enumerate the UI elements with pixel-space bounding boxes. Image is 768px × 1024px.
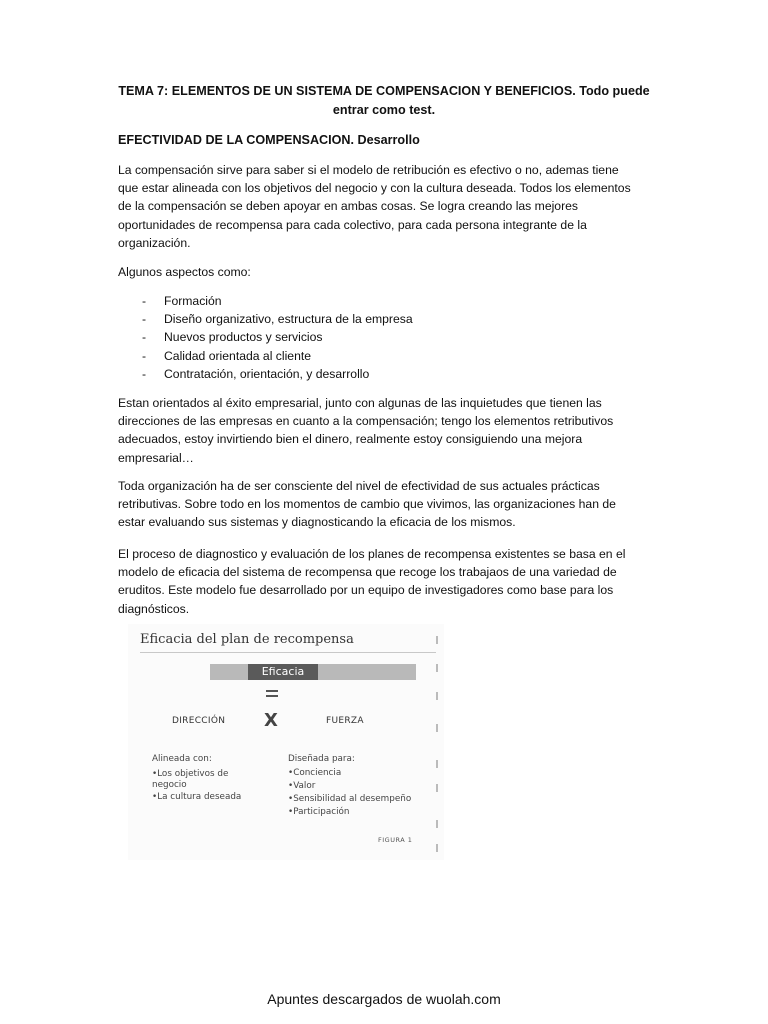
list-dash: -: [142, 294, 147, 308]
list-item: - Contratación, orientación, y desarrollo: [118, 365, 413, 383]
aspects-list: [118, 292, 413, 383]
paragraph-compensation-purpose: La compensación sirve para saber si el modelo de retribución es efectivo o no, ademas tiene que estar alineada con los objetivos del negocio y con la cultura deseada. Todos los elementos de la compensación se deben apoyar en ambas cosas. Se logra creando las mejores oportunidades de recompensa para cada colectivo, para cada persona integrante de la organización.: [118, 163, 631, 250]
figure-caption: FIGURA 1: [378, 836, 413, 844]
list-item: - Diseño organizativo, estructura de la empresa: [118, 310, 413, 328]
figure-right-heading: Diseñada para:: [288, 754, 355, 764]
figure-right-item: •Conciencia: [288, 768, 342, 778]
figure-left-column: [152, 754, 262, 804]
list-dash: -: [142, 312, 147, 327]
section-heading: EFECTIVIDAD DE LA COMPENSACION. Desarrollo: [118, 133, 420, 147]
figure-left-item: •La cultura deseada: [152, 792, 242, 802]
paragraph-business-success: Estan orientados al éxito empresarial, junto con algunas de las inquietudes que tienen las direcciones de las empresas en cuanto a la compensación; tengo los elementos retributivos adecuados, estoy invirtiendo bien el dinero, realmente estoy consiguiendo una mejora empresarial…: [118, 396, 614, 465]
paragraph-aspects-intro: Algunos aspectos como:: [118, 265, 251, 279]
paragraph-diagnostic-process: El proceso de diagnostico y evaluación de los planes de recompensa existentes se basa en el modelo de eficacia del sistema de recompensa que recoge los trabajaos de una variedad de eruditos. Este modelo fue desarrollado por un equipo de investigadores como base para los diagnósticos.: [118, 547, 626, 616]
figure-right-item: •Valor: [288, 781, 316, 791]
footer-source: Apuntes descargados de wuolah.com: [267, 991, 501, 1007]
paragraph-organization-awareness: Toda organización ha de ser consciente del nivel de efectividad de sus actuales prácticas retributivas. Sobre todo en los momentos de cambio que vivimos, las organizaciones han de estar evaluando sus sistemas y diagnosticando la eficacia de los mismos.: [118, 479, 616, 530]
figure-strength-label: FUERZA: [326, 716, 364, 726]
figure-efficacy-box: Eficacia: [248, 664, 318, 680]
reward-plan-figure: [128, 624, 444, 860]
list-dash: -: [142, 366, 147, 381]
equals-icon: [266, 690, 278, 700]
figure-right-column: [288, 754, 438, 820]
scan-edge-marks: [434, 624, 440, 860]
figure-direction-label: DIRECCIÓN: [172, 716, 226, 726]
list-item: - Calidad orientada al cliente: [118, 347, 413, 365]
list-item: - Nuevos productos y servicios: [118, 328, 413, 346]
figure-left-item: •Los objetivos de negocio: [152, 769, 229, 790]
figure-divider: [140, 652, 436, 653]
list-dash: -: [142, 348, 147, 363]
figure-right-item: •Participación: [288, 807, 350, 817]
list-item: - Formación: [118, 292, 413, 310]
document-title: TEMA 7: ELEMENTOS DE UN SISTEMA DE COMPENSACION Y BENEFICIOS. Todo puede entrar como test.: [118, 84, 650, 117]
list-dash: -: [142, 330, 147, 345]
figure-left-heading: Alineada con:: [152, 754, 212, 764]
figure-right-item: •Sensibilidad al desempeño: [288, 794, 412, 804]
figure-title: Eficacia del plan de recompensa: [140, 632, 354, 647]
multiply-icon: X: [264, 710, 278, 731]
